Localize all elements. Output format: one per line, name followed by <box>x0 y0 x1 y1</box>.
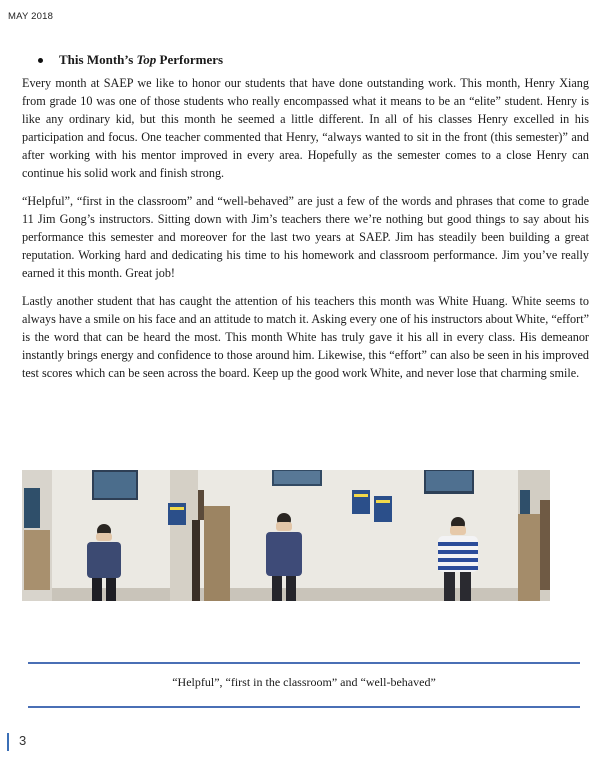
paragraph-jim: “Helpful”, “first in the classroom” and “well-behaved” are just a few of the words and phrases that come to grade 11 Jim Gong’s instructors. Sitting down with Jim’s teachers there we’re nothing but good things to say about his performance this semester and moreover for the last two years at SAEP. Jim has steadily been building a great reputation. Working hard and dedicating his time to his homework and classroom performance. Jim you’ve really earned it this month. Great job! <box>22 194 589 280</box>
bullet-icon <box>38 58 43 63</box>
heading-suffix: Performers <box>156 52 224 67</box>
page-marker-bar <box>7 733 9 751</box>
classroom-photo <box>22 470 550 601</box>
caption-rule-top <box>28 662 580 664</box>
heading-prefix: This Month’s <box>59 52 137 67</box>
issue-date: MAY 2018 <box>8 11 54 22</box>
article-body <box>22 74 589 392</box>
paragraph-henry: Every month at SAEP we like to honor our students that have done outstanding work. This month, Henry Xiang from grade 10 was one of those students who really encompassed what it means to be an “elite” student. Henry is like any ordinary kid, but this month he seemed a little different. In all of his classes Henry excelled in his participation and focus. One teacher commented that Henry, “always wanted to sit in the front (this semester)” and after working with his mentor improved in every area. Hopefully as the semester comes to a close Henry can continue his solid work and finish strong. <box>22 76 589 180</box>
photo-caption: “Helpful”, “first in the classroom” and “well-behaved” <box>172 675 436 689</box>
caption-rule-bottom <box>28 706 580 708</box>
top-performers-photo <box>22 470 550 601</box>
heading-emphasis: Top <box>136 52 157 67</box>
section-heading <box>38 52 223 68</box>
page-number: 3 <box>19 733 27 748</box>
paragraph-white: Lastly another student that has caught the attention of his teachers this month was White Huang. White seems to always have a smile on his face and an attitude to match it. Asking every one of his instructors about White, “effort” is the word that can be heard the most. This month White has truly gave it his all in every class. His demeanor instantly brings energy and confidence to those around him. Likewise, this “effort” can also be seen in his improved test scores which can be seen across the board. Keep up the good work White, and never lose that charming smile. <box>22 294 589 380</box>
